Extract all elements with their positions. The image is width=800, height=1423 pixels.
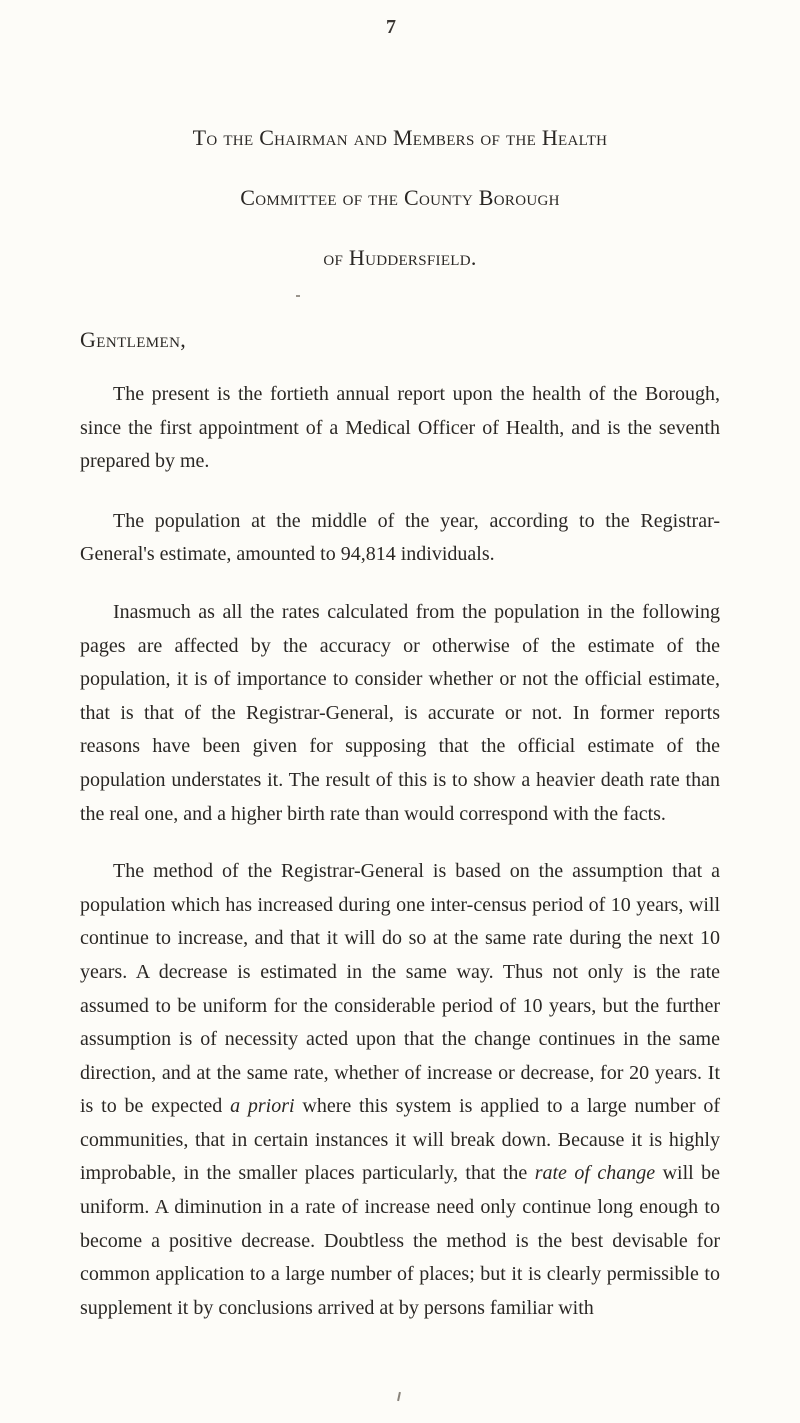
paragraph-1: The present is the fortieth annual report upon the health of the Borough, since the first appointment of a Medical Officer of Health, and is the seventh prepared by me.	[80, 383, 720, 473]
paragraph-4-italic-rate-of-change: rate of change	[534, 1162, 656, 1185]
paragraph-4-text-2: where this system is applied to a large number of communities, that in certain instances it will break down. Because it is highly improbable, in the smaller places particularly, that the	[80, 1095, 720, 1185]
paragraph-4-text-3: will be uniform. A diminution in a rate of increase need only continue long enough to become a positive decrease. Doubtless the method is the best devisable for common application to a large number of places; but it is clearly permissible to supplement it by conclusions arrived at by persons familiar with	[80, 1162, 720, 1319]
paragraph-4	[80, 855, 720, 1325]
address-line-1: To the Chairman and Members of the Health	[192, 125, 608, 150]
paragraph-2: The population at the middle of the year, according to the Registrar-General's estimate, amounted to 94,814 individuals.	[80, 509, 720, 566]
address-line-3: of Huddersfield.	[323, 245, 477, 270]
print-mark	[296, 295, 300, 297]
letter-body	[80, 378, 720, 1349]
paragraph-4-text-1: The method of the Registrar-General is based on the assumption that a population which has increased during one inter-census period of 10 years, will continue to increase, and that it will do so at the same rate during the next 10 years. A decrease is estimated in the same way. Thus not only is the rate assumed to be uniform for the considerable period of 10 years, but the further assumption is of necessity acted upon that the change continues in the same direction, and at the same rate, whether of increase or decrease, for 20 years. It is to be expected	[80, 860, 720, 1118]
address-block	[60, 108, 740, 288]
paragraph-3: Inasmuch as all the rates calculated from the population in the following pages are affected by the accuracy or otherwise of the estimate of the population, it is of importance to consider whether or not the official estimate, that is that of the Registrar-General, is accurate or not. In former reports reasons have been given for supposing that the official estimate of the population understates it. The result of this is to show a heavier death rate than the real one, and a higher birth rate than would correspond with the facts.	[80, 600, 720, 825]
salutation: Gentlemen,	[80, 327, 187, 352]
paragraph-4-italic-a-priori: a priori	[230, 1095, 295, 1118]
page-number: 7	[386, 16, 396, 38]
address-line-2: Committee of the County Borough	[240, 185, 560, 210]
print-mark-bottom	[397, 1392, 401, 1401]
